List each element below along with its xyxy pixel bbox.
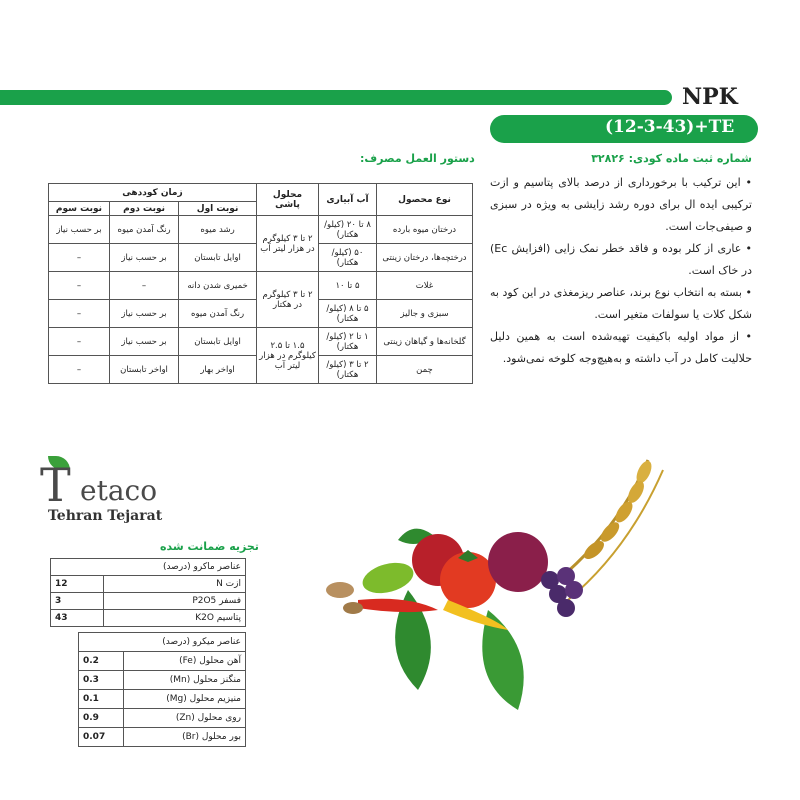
- guarantee-title: تجزیه ضمانت شده: [160, 540, 259, 553]
- micro-label: منیزیم محلول (Mg): [124, 690, 246, 709]
- cell-spray: ۲ تا ۳ کیلوگرم در هزار لیتر آب: [257, 216, 319, 272]
- description-item: • عاری از کلر بوده و فاقد خطر نمک زایی (افزایش Ec) در خاک است.: [490, 242, 752, 277]
- cell-third: –: [49, 300, 110, 328]
- table-row: [51, 610, 246, 627]
- micro-label: آهن محلول (Fe): [124, 652, 246, 671]
- nut-icon: [343, 602, 363, 614]
- cell-irrigation: ۵۰ (کیلو/هکتار): [319, 244, 377, 272]
- registration-number: شماره ثبت ماده کودی: ۳۲۸۲۶: [591, 152, 752, 165]
- table-row: [49, 272, 473, 300]
- cell-first: رشد میوه: [179, 216, 257, 244]
- table-row: [49, 328, 473, 356]
- header-second: نوبت دوم: [109, 202, 178, 216]
- grapes-icon: [541, 567, 583, 617]
- description-item: • از مواد اولیه باکیفیت تهیه‌شده است به همین دلیل حلالیت کامل در آب داشته و به‌هیچ‌وجه کلوخه نمی‌شود.: [490, 330, 752, 365]
- cell-third: بر حسب نیاز: [49, 216, 110, 244]
- cell-first: خمیری شدن دانه: [179, 272, 257, 300]
- table-row: [79, 690, 246, 709]
- macro-label: فسفر P2O5: [103, 593, 245, 610]
- cell-irrigation: ۵ تا ۱۰: [319, 272, 377, 300]
- table-row: [79, 652, 246, 671]
- cell-irrigation: ۵ تا ۸ (کیلو/هکتار): [319, 300, 377, 328]
- header-third: نوبت سوم: [49, 202, 110, 216]
- cell-second: بر حسب نیاز: [109, 328, 178, 356]
- table-row: [51, 593, 246, 610]
- table-row: [79, 709, 246, 728]
- macro-table: [50, 558, 246, 627]
- header-bar: [0, 90, 672, 105]
- cell-spray: ۱.۵ تا ۲.۵ کیلوگرم در هزار لیتر آب: [257, 328, 319, 384]
- cell-third: –: [49, 244, 110, 272]
- logo-wordmark: etaco: [80, 474, 158, 507]
- micro-value: 0.2: [79, 652, 124, 671]
- cell-irrigation: ۸ تا ۲۰ (کیلو/هکتار): [319, 216, 377, 244]
- cell-first: اوایل تابستان: [179, 244, 257, 272]
- cell-irrigation: ۱ تا ۲ (کیلو/هکتار): [319, 328, 377, 356]
- cell-third: –: [49, 328, 110, 356]
- cell-second: رنگ آمدن میوه: [109, 216, 178, 244]
- cell-third: –: [49, 356, 110, 384]
- logo-subtitle: Tehran Tejarat: [48, 508, 163, 524]
- table-row: [49, 216, 473, 244]
- header-first: نوبت اول: [179, 202, 257, 216]
- micro-label: روی محلول (Zn): [124, 709, 246, 728]
- micro-value: 0.3: [79, 671, 124, 690]
- micro-table: [78, 632, 246, 747]
- cell-crop: سبزی و جالیز: [377, 300, 473, 328]
- cell-first: اوایل تابستان: [179, 328, 257, 356]
- cell-second: –: [109, 272, 178, 300]
- cell-third: –: [49, 272, 110, 300]
- usage-title: دستور العمل مصرف:: [360, 152, 475, 165]
- cell-crop: گلخانه‌ها و گیاهان زینتی: [377, 328, 473, 356]
- cell-crop: چمن: [377, 356, 473, 384]
- micro-value: 0.07: [79, 728, 124, 747]
- header-timing: زمان کوددهی: [49, 184, 257, 202]
- macro-value: 3: [51, 593, 104, 610]
- micro-label: منگنز محلول (Mn): [124, 671, 246, 690]
- onion-icon: [488, 532, 548, 592]
- cell-irrigation: ۲ تا ۳ (کیلو/هکتار): [319, 356, 377, 384]
- header-irrigation: آب آبیاری: [319, 184, 377, 216]
- cell-second: اواخر تابستان: [109, 356, 178, 384]
- table-row: [79, 728, 246, 747]
- product-title: NPK: [682, 84, 738, 110]
- product-description: [490, 172, 752, 370]
- chili-icon: [358, 599, 438, 612]
- product-formula: (12-3-43)+TE: [605, 117, 735, 137]
- cell-second: بر حسب نیاز: [109, 300, 178, 328]
- table-row: [79, 671, 246, 690]
- header-spray: محلول پاشی: [257, 184, 319, 216]
- cell-first: اواخر بهار: [179, 356, 257, 384]
- macro-label: پتاسیم K2O: [103, 610, 245, 627]
- header-crop: نوع محصول: [377, 184, 473, 216]
- micro-value: 0.1: [79, 690, 124, 709]
- cell-crop: غلات: [377, 272, 473, 300]
- macro-header: عناصر ماکرو (درصد): [51, 559, 246, 576]
- usage-table: [48, 183, 473, 384]
- macro-value: 12: [51, 576, 104, 593]
- micro-header: عناصر میکرو (درصد): [79, 633, 246, 652]
- produce-illustration: [318, 450, 668, 730]
- cell-first: رنگ آمدن میوه: [179, 300, 257, 328]
- macro-label: ازت N: [103, 576, 245, 593]
- cell-second: بر حسب نیاز: [109, 244, 178, 272]
- description-item: • این ترکیب با برخورداری از درصد بالای پتاسیم و ازت ترکیبی ایده ال برای دوره رشد زایشی به ویژه در سبزی و صیفی‌جات است.: [490, 176, 752, 233]
- cell-crop: درختان میوه بارده: [377, 216, 473, 244]
- logo-letter: T: [40, 458, 71, 512]
- nut-icon: [326, 582, 354, 598]
- macro-value: 43: [51, 610, 104, 627]
- cell-crop: درختچه‌ها، درختان زینتی: [377, 244, 473, 272]
- table-row: [51, 576, 246, 593]
- micro-value: 0.9: [79, 709, 124, 728]
- description-item: • بسته به انتخاب نوع برند، عناصر ریزمغذی در این کود به شکل کلات یا سولفات متغیر است.: [490, 286, 752, 321]
- micro-label: بور محلول (Br): [124, 728, 246, 747]
- cell-spray: ۲ تا ۳ کیلوگرم در هکتار: [257, 272, 319, 328]
